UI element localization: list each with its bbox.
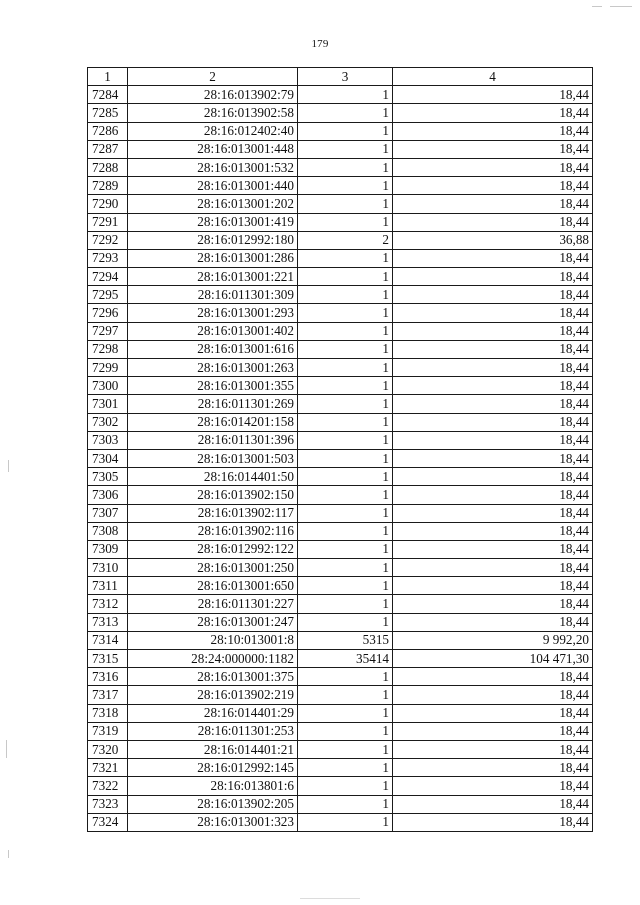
amount-cell: 18,44	[393, 449, 593, 467]
cadastral-number-cell: 28:16:011301:253	[128, 722, 298, 740]
table-row	[88, 468, 593, 486]
amount-cell: 18,44	[393, 431, 593, 449]
cadastral-number-cell: 28:16:011301:269	[128, 395, 298, 413]
table-row	[88, 359, 593, 377]
quantity-cell: 1	[298, 158, 393, 176]
quantity-cell: 1	[298, 395, 393, 413]
amount-cell: 18,44	[393, 268, 593, 286]
quantity-cell: 1	[298, 795, 393, 813]
table-row	[88, 686, 593, 704]
row-number-cell: 7293	[88, 249, 128, 267]
cadastral-number-cell: 28:16:013001:250	[128, 559, 298, 577]
page-number: 179	[311, 38, 329, 50]
table-row	[88, 431, 593, 449]
table-row	[88, 722, 593, 740]
quantity-cell: 1	[298, 722, 393, 740]
quantity-cell: 1	[298, 377, 393, 395]
quantity-cell: 1	[298, 522, 393, 540]
quantity-cell: 1	[298, 559, 393, 577]
row-number-cell: 7292	[88, 231, 128, 249]
amount-cell: 18,44	[393, 595, 593, 613]
cadastral-number-cell: 28:16:013001:448	[128, 140, 298, 158]
row-number-cell: 7308	[88, 522, 128, 540]
row-number-cell: 7291	[88, 213, 128, 231]
quantity-cell: 1	[298, 304, 393, 322]
amount-cell: 18,44	[393, 86, 593, 104]
amount-cell: 18,44	[393, 704, 593, 722]
table-row	[88, 140, 593, 158]
cadastral-number-cell: 28:16:013001:355	[128, 377, 298, 395]
quantity-cell: 1	[298, 140, 393, 158]
amount-cell: 18,44	[393, 322, 593, 340]
table-row	[88, 740, 593, 758]
row-number-cell: 7290	[88, 195, 128, 213]
row-number-cell: 7310	[88, 559, 128, 577]
quantity-cell: 1	[298, 668, 393, 686]
amount-cell: 18,44	[393, 522, 593, 540]
cadastral-number-cell: 28:16:013001:323	[128, 813, 298, 831]
quantity-cell: 1	[298, 249, 393, 267]
table-row	[88, 122, 593, 140]
table-row	[88, 377, 593, 395]
cadastral-number-cell: 28:16:013902:116	[128, 522, 298, 540]
amount-cell: 18,44	[393, 813, 593, 831]
row-number-cell: 7304	[88, 449, 128, 467]
quantity-cell: 1	[298, 813, 393, 831]
cadastral-number-cell: 28:16:011301:309	[128, 286, 298, 304]
quantity-cell: 1	[298, 213, 393, 231]
quantity-cell: 1	[298, 577, 393, 595]
cadastral-number-cell: 28:16:014401:50	[128, 468, 298, 486]
table-row	[88, 86, 593, 104]
amount-cell: 18,44	[393, 177, 593, 195]
amount-cell: 9 992,20	[393, 631, 593, 649]
column-header-1: 1	[88, 68, 128, 86]
table-row	[88, 631, 593, 649]
row-number-cell: 7318	[88, 704, 128, 722]
amount-cell: 18,44	[393, 359, 593, 377]
quantity-cell: 1	[298, 686, 393, 704]
row-number-cell: 7307	[88, 504, 128, 522]
cadastral-number-cell: 28:16:013001:532	[128, 158, 298, 176]
quantity-cell: 1	[298, 431, 393, 449]
amount-cell: 18,44	[393, 795, 593, 813]
amount-cell: 18,44	[393, 286, 593, 304]
row-number-cell: 7302	[88, 413, 128, 431]
table-row	[88, 304, 593, 322]
cadastral-number-cell: 28:16:013001:263	[128, 359, 298, 377]
amount-cell: 18,44	[393, 668, 593, 686]
quantity-cell: 1	[298, 704, 393, 722]
quantity-cell: 1	[298, 413, 393, 431]
table-row	[88, 613, 593, 631]
amount-cell: 18,44	[393, 777, 593, 795]
row-number-cell: 7284	[88, 86, 128, 104]
column-header-3: 3	[298, 68, 393, 86]
cadastral-number-cell: 28:16:013902:79	[128, 86, 298, 104]
scan-artifact	[592, 6, 602, 7]
amount-cell: 18,44	[393, 540, 593, 558]
amount-cell: 18,44	[393, 104, 593, 122]
quantity-cell: 1	[298, 122, 393, 140]
amount-cell: 18,44	[393, 613, 593, 631]
scan-artifact	[8, 460, 9, 472]
cadastral-number-cell: 28:16:011301:227	[128, 595, 298, 613]
cadastral-number-cell: 28:16:014401:21	[128, 740, 298, 758]
amount-cell: 18,44	[393, 213, 593, 231]
row-number-cell: 7322	[88, 777, 128, 795]
cadastral-number-cell: 28:16:013001:402	[128, 322, 298, 340]
row-number-cell: 7295	[88, 286, 128, 304]
table-row	[88, 759, 593, 777]
row-number-cell: 7319	[88, 722, 128, 740]
row-number-cell: 7303	[88, 431, 128, 449]
quantity-cell: 1	[298, 286, 393, 304]
amount-cell: 18,44	[393, 140, 593, 158]
table-row	[88, 340, 593, 358]
cadastral-number-cell: 28:10:013001:8	[128, 631, 298, 649]
row-number-cell: 7301	[88, 395, 128, 413]
amount-cell: 18,44	[393, 686, 593, 704]
cadastral-number-cell: 28:16:013902:150	[128, 486, 298, 504]
row-number-cell: 7289	[88, 177, 128, 195]
amount-cell: 18,44	[393, 195, 593, 213]
row-number-cell: 7288	[88, 158, 128, 176]
cadastral-number-cell: 28:16:013801:6	[128, 777, 298, 795]
row-number-cell: 7306	[88, 486, 128, 504]
amount-cell: 18,44	[393, 759, 593, 777]
amount-cell: 18,44	[393, 722, 593, 740]
table-row	[88, 504, 593, 522]
cadastral-number-cell: 28:16:013001:221	[128, 268, 298, 286]
row-number-cell: 7316	[88, 668, 128, 686]
cadastral-number-cell: 28:16:012992:145	[128, 759, 298, 777]
table-row	[88, 522, 593, 540]
scan-artifact	[8, 850, 9, 858]
amount-cell: 18,44	[393, 577, 593, 595]
quantity-cell: 1	[298, 359, 393, 377]
quantity-cell: 1	[298, 268, 393, 286]
table-row	[88, 813, 593, 831]
cadastral-number-cell: 28:16:013001:440	[128, 177, 298, 195]
cadastral-number-cell: 28:16:013001:202	[128, 195, 298, 213]
cadastral-number-cell: 28:16:013001:247	[128, 613, 298, 631]
cadastral-number-cell: 28:16:012402:40	[128, 122, 298, 140]
amount-cell: 18,44	[393, 158, 593, 176]
quantity-cell: 1	[298, 340, 393, 358]
row-number-cell: 7314	[88, 631, 128, 649]
quantity-cell: 1	[298, 195, 393, 213]
row-number-cell: 7285	[88, 104, 128, 122]
cadastral-number-cell: 28:16:013001:293	[128, 304, 298, 322]
cadastral-number-cell: 28:16:013902:117	[128, 504, 298, 522]
row-number-cell: 7315	[88, 650, 128, 668]
table-row	[88, 177, 593, 195]
table-row	[88, 286, 593, 304]
table-row	[88, 540, 593, 558]
table-row	[88, 413, 593, 431]
table-row	[88, 595, 593, 613]
amount-cell: 18,44	[393, 468, 593, 486]
amount-cell: 36,88	[393, 231, 593, 249]
quantity-cell: 1	[298, 86, 393, 104]
table-row	[88, 777, 593, 795]
quantity-cell: 1	[298, 540, 393, 558]
amount-cell: 18,44	[393, 249, 593, 267]
table-row	[88, 559, 593, 577]
row-number-cell: 7312	[88, 595, 128, 613]
table-row	[88, 104, 593, 122]
table-row	[88, 158, 593, 176]
table-row	[88, 704, 593, 722]
table-row	[88, 668, 593, 686]
table-row	[88, 249, 593, 267]
cadastral-number-cell: 28:16:012992:180	[128, 231, 298, 249]
amount-cell: 18,44	[393, 504, 593, 522]
amount-cell: 18,44	[393, 486, 593, 504]
quantity-cell: 1	[298, 177, 393, 195]
scan-artifact	[610, 6, 632, 7]
row-number-cell: 7309	[88, 540, 128, 558]
cadastral-number-cell: 28:16:013001:650	[128, 577, 298, 595]
amount-cell: 18,44	[393, 304, 593, 322]
row-number-cell: 7320	[88, 740, 128, 758]
cadastral-number-cell: 28:16:013001:503	[128, 449, 298, 467]
quantity-cell: 1	[298, 449, 393, 467]
row-number-cell: 7324	[88, 813, 128, 831]
amount-cell: 18,44	[393, 377, 593, 395]
row-number-cell: 7299	[88, 359, 128, 377]
table-row	[88, 195, 593, 213]
row-number-cell: 7300	[88, 377, 128, 395]
table-row	[88, 577, 593, 595]
cadastral-number-cell: 28:16:013902:219	[128, 686, 298, 704]
row-number-cell: 7297	[88, 322, 128, 340]
row-number-cell: 7317	[88, 686, 128, 704]
table-header	[88, 68, 593, 86]
cadastral-number-cell: 28:16:013902:205	[128, 795, 298, 813]
table-row	[88, 650, 593, 668]
row-number-cell: 7311	[88, 577, 128, 595]
table-row	[88, 449, 593, 467]
table-body	[88, 86, 593, 832]
quantity-cell: 2	[298, 231, 393, 249]
cadastral-number-cell: 28:16:011301:396	[128, 431, 298, 449]
row-number-cell: 7294	[88, 268, 128, 286]
quantity-cell: 1	[298, 322, 393, 340]
row-number-cell: 7321	[88, 759, 128, 777]
row-number-cell: 7287	[88, 140, 128, 158]
registry-table	[87, 67, 593, 832]
row-number-cell: 7286	[88, 122, 128, 140]
amount-cell: 18,44	[393, 395, 593, 413]
cadastral-number-cell: 28:24:000000:1182	[128, 650, 298, 668]
column-header-4: 4	[393, 68, 593, 86]
cadastral-number-cell: 28:16:014401:29	[128, 704, 298, 722]
table-row	[88, 486, 593, 504]
amount-cell: 18,44	[393, 413, 593, 431]
amount-cell: 18,44	[393, 740, 593, 758]
row-number-cell: 7305	[88, 468, 128, 486]
amount-cell: 104 471,30	[393, 650, 593, 668]
quantity-cell: 1	[298, 504, 393, 522]
cadastral-number-cell: 28:16:013001:616	[128, 340, 298, 358]
quantity-cell: 35414	[298, 650, 393, 668]
column-header-2: 2	[128, 68, 298, 86]
amount-cell: 18,44	[393, 340, 593, 358]
amount-cell: 18,44	[393, 122, 593, 140]
cadastral-number-cell: 28:16:013001:375	[128, 668, 298, 686]
table-row	[88, 322, 593, 340]
table-row	[88, 795, 593, 813]
quantity-cell: 5315	[298, 631, 393, 649]
scan-artifact	[6, 740, 7, 758]
cadastral-number-cell: 28:16:013001:419	[128, 213, 298, 231]
header-row	[88, 68, 593, 86]
scan-artifact	[300, 898, 360, 899]
quantity-cell: 1	[298, 759, 393, 777]
table-row	[88, 231, 593, 249]
cadastral-number-cell: 28:16:012992:122	[128, 540, 298, 558]
row-number-cell: 7313	[88, 613, 128, 631]
cadastral-number-cell: 28:16:013902:58	[128, 104, 298, 122]
row-number-cell: 7298	[88, 340, 128, 358]
quantity-cell: 1	[298, 486, 393, 504]
row-number-cell: 7323	[88, 795, 128, 813]
table-row	[88, 268, 593, 286]
cadastral-number-cell: 28:16:013001:286	[128, 249, 298, 267]
quantity-cell: 1	[298, 740, 393, 758]
quantity-cell: 1	[298, 777, 393, 795]
quantity-cell: 1	[298, 613, 393, 631]
row-number-cell: 7296	[88, 304, 128, 322]
amount-cell: 18,44	[393, 559, 593, 577]
quantity-cell: 1	[298, 468, 393, 486]
table-row	[88, 213, 593, 231]
quantity-cell: 1	[298, 595, 393, 613]
table-row	[88, 395, 593, 413]
quantity-cell: 1	[298, 104, 393, 122]
cadastral-number-cell: 28:16:014201:158	[128, 413, 298, 431]
